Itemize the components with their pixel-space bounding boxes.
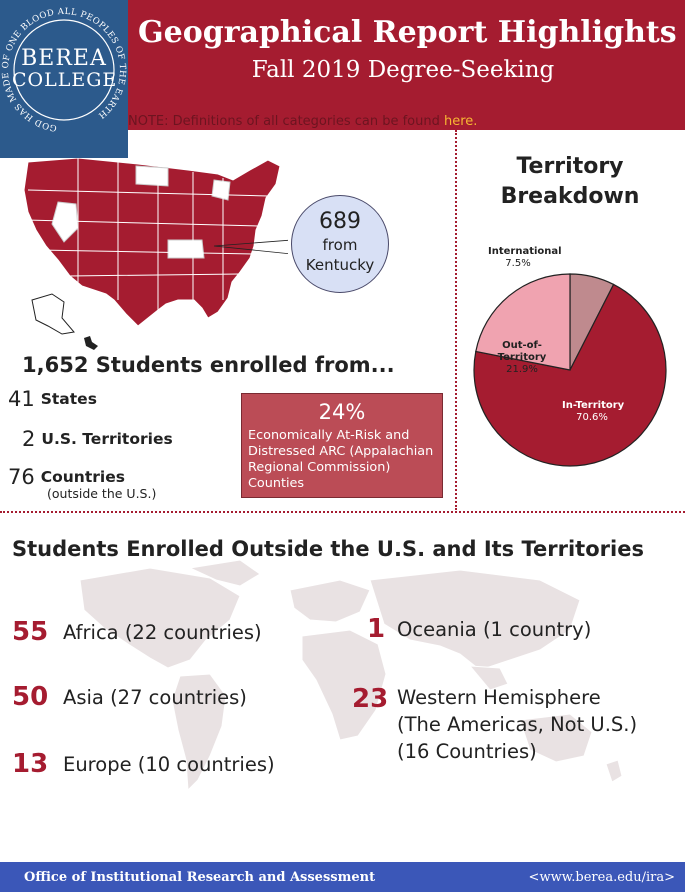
- territory-title-line1: Territory: [516, 154, 624, 179]
- svg-text:GOD HAS MADE OF ONE BLOOD ALL: GOD HAS MADE OF ONE BLOOD ALL PEOPLES OF THE EARTH: [0, 6, 128, 133]
- pie-label-name: Out-of-: [502, 340, 542, 351]
- kentucky-label: Kentucky: [305, 256, 375, 274]
- region-western-hemisphere-label3: (16 Countries): [397, 740, 537, 763]
- region-oceania-count: 1: [367, 614, 386, 644]
- pie-label-name: Territory: [497, 352, 547, 363]
- definitions-note: [128, 113, 477, 130]
- region-europe-label: Europe (10 countries): [63, 753, 275, 776]
- arc-description: Economically At-Risk and Distressed ARC (Appalachian Regional Commission) Counties: [248, 428, 434, 491]
- stat-countries-label: Countries: [40, 468, 125, 486]
- definitions-link[interactable]: here.: [444, 114, 478, 129]
- footer-bar: [0, 862, 685, 892]
- pie-label-value: 7.5%: [505, 258, 531, 269]
- page-title: Geographical Report Highlights: [138, 15, 677, 50]
- stat-territories-label: U.S. Territories: [41, 430, 173, 448]
- footer-office-name: Office of Institutional Research and Assessment: [24, 870, 376, 885]
- berea-college-logo: [0, 0, 128, 158]
- kentucky-count-bubble: [291, 195, 389, 293]
- enrolled-heading: 1,652 Students enrolled from...: [22, 353, 395, 377]
- region-western-hemisphere: [352, 684, 672, 774]
- region-western-hemisphere-label: Western Hemisphere: [397, 686, 601, 709]
- pie-label-name: In-Territory: [562, 400, 625, 411]
- region-western-hemisphere-label2: (The Americas, Not U.S.): [397, 713, 638, 736]
- pie-label-international: [488, 246, 562, 270]
- page-subtitle: Fall 2019 Degree-Seeking: [251, 57, 555, 83]
- region-africa-label: Africa (22 countries): [63, 621, 262, 644]
- region-asia-label: Asia (27 countries): [63, 686, 247, 709]
- us-states-map: [18, 150, 288, 365]
- logo-berea-text: BEREA: [21, 46, 107, 71]
- kentucky-count: 689: [319, 209, 361, 234]
- stat-states-label: States: [40, 390, 97, 408]
- region-europe-count: 13: [12, 749, 49, 779]
- region-africa-count: 55: [12, 617, 49, 647]
- world-heading: Students Enrolled Outside the U.S. and Its Territories: [12, 537, 644, 561]
- region-asia: [12, 682, 312, 714]
- arc-percentage: 24%: [318, 400, 366, 424]
- pie-label-value: 70.6%: [576, 412, 608, 423]
- region-europe: [12, 749, 312, 781]
- pie-label-in-territory: [562, 400, 625, 424]
- territory-title-line2: Breakdown: [500, 184, 640, 209]
- horizontal-divider: [0, 511, 685, 513]
- footer-website-link[interactable]: <www.berea.edu/ira>: [528, 870, 675, 885]
- stat-territories: [22, 426, 173, 452]
- pie-label-value: 21.9%: [506, 364, 538, 375]
- pie-label-out-of-territory: [492, 340, 552, 376]
- region-oceania: [367, 614, 667, 646]
- region-oceania-label: Oceania (1 country): [397, 618, 592, 641]
- logo-college-text: COLLEGE: [12, 69, 118, 91]
- stat-states-number: 41: [8, 387, 35, 411]
- stat-countries-number: 76: [8, 465, 35, 489]
- region-asia-count: 50: [12, 682, 49, 712]
- kentucky-from-label: from: [322, 236, 358, 254]
- vertical-divider: [455, 130, 457, 510]
- territory-title: [470, 152, 670, 212]
- stat-states: [8, 386, 97, 412]
- region-western-hemisphere-count: 23: [352, 684, 389, 714]
- stat-countries-sublabel: (outside the U.S.): [47, 486, 157, 501]
- stat-territories-number: 2: [22, 427, 36, 451]
- note-text: NOTE: Definitions of all categories can be found: [128, 114, 444, 129]
- arc-counties-box: [241, 393, 443, 498]
- pie-label-name: International: [488, 246, 562, 257]
- region-africa: [12, 617, 312, 649]
